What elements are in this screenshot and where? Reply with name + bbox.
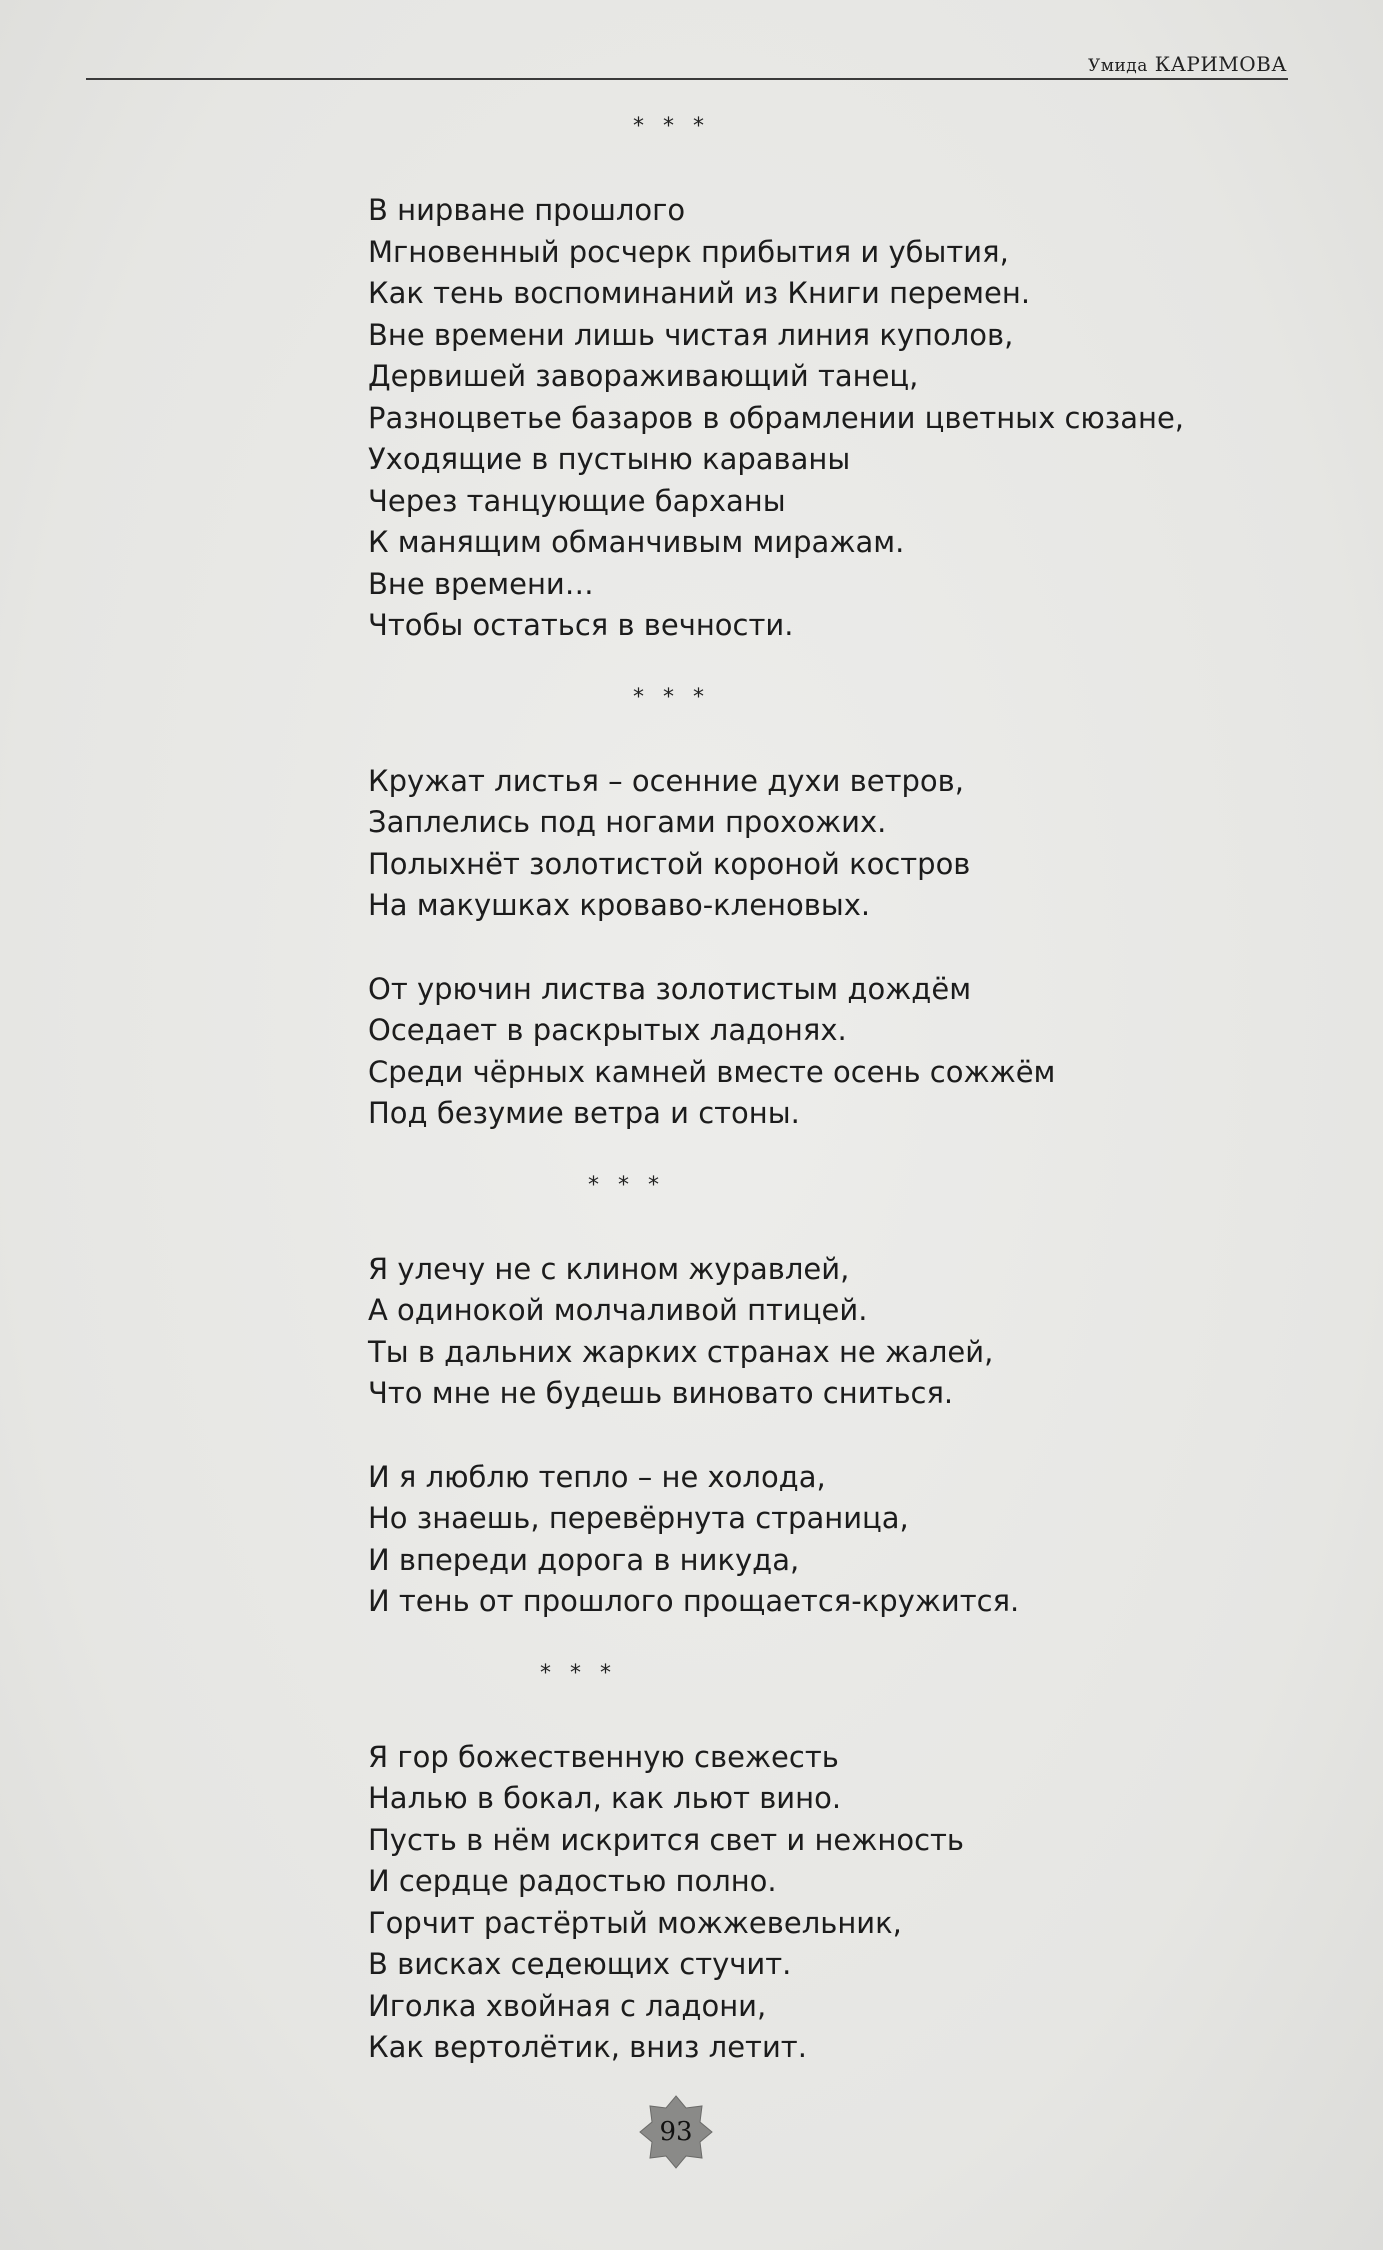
author-last-name: КАРИМОВА xyxy=(1154,52,1287,76)
poem-line: А одинокой молчаливой птицей. xyxy=(368,1293,868,1327)
section-gap xyxy=(368,1623,1228,1659)
section-divider: * * * xyxy=(540,1660,617,1686)
poem-line: Кружат листья – осенние духи ветров, xyxy=(368,763,964,798)
poem-line: Ты в дальних жарких странах не жалей, xyxy=(368,1334,994,1369)
poem-line: Как тень воспоминаний из Книги перемен. xyxy=(368,276,1031,310)
poem-line: Уходящие в пустыню караваны xyxy=(368,442,851,476)
poem-line: Дервишей завораживающий танец, xyxy=(368,359,919,393)
poem-line: И сердце радостью полно. xyxy=(368,1864,777,1898)
poem-line: Как вертолётик, вниз летит. xyxy=(368,2030,807,2064)
poem-line: Через танцующие барханы xyxy=(368,483,786,518)
poem-line: Пусть в нём искрится свет и нежность xyxy=(368,1822,965,1857)
section-gap xyxy=(368,647,1228,683)
poem-line: Иголка хвойная с ладони, xyxy=(368,1988,767,2023)
poem-line: Разноцветье базаров в обрамлении цветных сюзане, xyxy=(368,400,1185,435)
poem-line: Оседает в раскрытых ладонях. xyxy=(368,1013,847,1047)
poem-line: И тень от прошлого прощается-кружится. xyxy=(368,1584,1020,1618)
poem-line: Заплелись под ногами прохожих. xyxy=(368,805,887,839)
poem-line: Среди чёрных камней вместе осень сожжём xyxy=(368,1054,1056,1089)
running-head xyxy=(1088,52,1287,76)
poem-line: От урючин листва золотистым дождём xyxy=(368,971,972,1006)
poem-line: И я люблю тепло – не холода, xyxy=(368,1459,826,1494)
poem-line: Что мне не будешь виновато сниться. xyxy=(368,1376,954,1410)
page-number: 93 xyxy=(659,2117,693,2147)
stanza-gap xyxy=(368,927,1228,969)
section-divider: * * * xyxy=(633,684,710,710)
section-divider: * * * xyxy=(588,1172,665,1198)
poem-line: Вне времени… xyxy=(368,566,594,601)
section-divider: * * * xyxy=(633,114,710,139)
poem-line: Но знаешь, перевёрнута страница, xyxy=(368,1501,909,1535)
poem-line: Под безумие ветра и стоны. xyxy=(368,1096,800,1130)
poem-line: Чтобы остаться в вечности. xyxy=(368,608,794,642)
poem-line: И впереди дорога в никуда, xyxy=(368,1542,800,1577)
poem-column xyxy=(368,112,1228,2069)
poem-line: В висках седеющих стучит. xyxy=(368,1947,792,1981)
poem-line: Полыхнёт золотистой короной костров xyxy=(368,846,971,881)
poem-line: В нирване прошлого xyxy=(368,193,686,227)
poem-line: К манящим обманчивым миражам. xyxy=(368,525,905,559)
poem-line: Налью в бокал, как льют вино. xyxy=(368,1781,842,1815)
poem-line: Горчит растёртый можжевельник, xyxy=(368,1905,902,1940)
page-number-badge xyxy=(638,2094,714,2170)
poem-line: Вне времени лишь чистая линия куполов, xyxy=(368,317,1014,352)
poem-line: Мгновенный росчерк прибытия и убытия, xyxy=(368,234,1009,269)
section-gap xyxy=(368,1135,1228,1171)
author-first-name: Умида xyxy=(1087,56,1148,76)
poem-line: Я улечу не с клином журавлей, xyxy=(368,1251,850,1286)
poem-line: На макушках кроваво-кленовых. xyxy=(368,888,871,922)
poem-line: Я гор божественную свежесть xyxy=(368,1739,839,1774)
header-rule xyxy=(86,78,1288,80)
stanza-gap xyxy=(368,1415,1228,1457)
